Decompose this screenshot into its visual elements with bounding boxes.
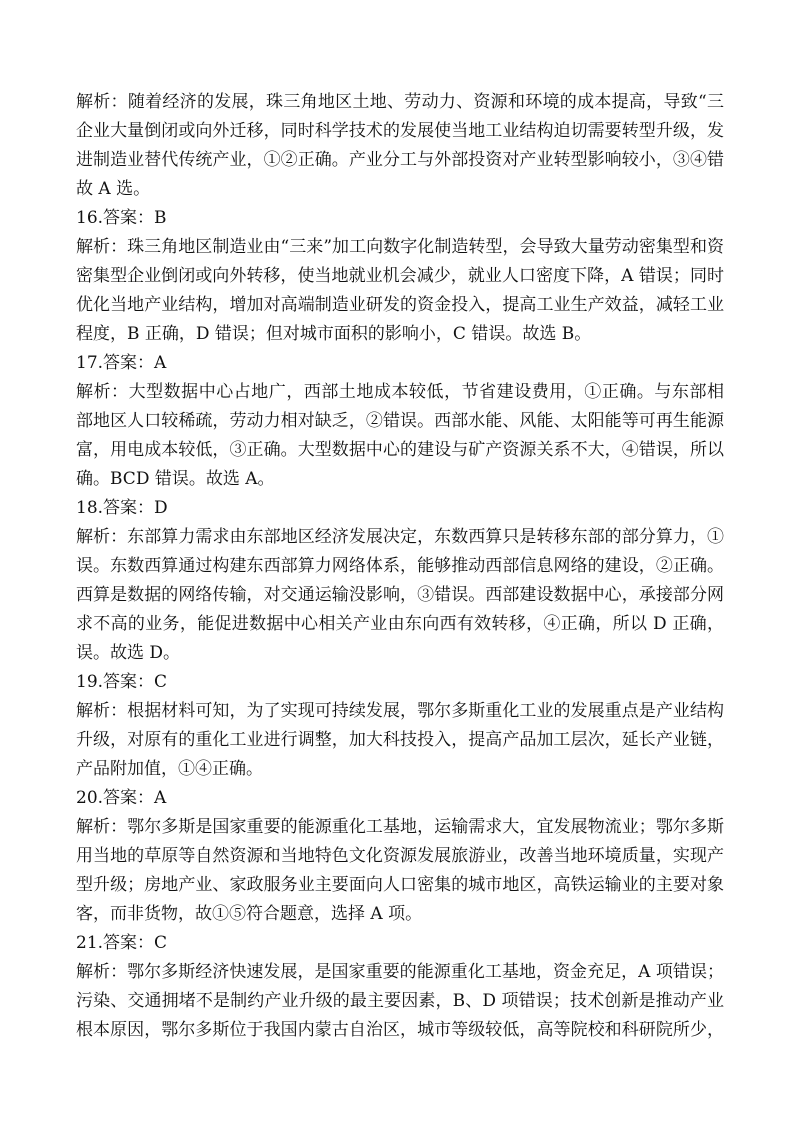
answer-line: 20.答案：A [76,788,167,808]
text-line: 解析：大型数据中心占地广，西部土地成本较低，节省建设费用，①正确。与东部相 [76,382,724,402]
text-line: 误。故选 D。 [76,643,181,663]
text-line: 污染、交通拥堵不是制约产业升级的最主要因素，B、D 项错误；技术创新是推动产业 [76,991,724,1011]
document-body [76,88,724,1045]
text-line: 解析：珠三角地区制造业由“三来”加工向数字化制造转型，会导致大量劳动密集型和资 [76,237,724,257]
text-line: 解析：东部算力需求由东部地区经济发展决定，东数西算只是转移东部的部分算力，① [76,527,724,547]
text-line: 企业大量倒闭或向外迁移，同时科学技术的发展使当地工业结构迫切需要转型升级，发 [76,121,724,141]
text-line: 误。东数西算通过构建东西部算力网络体系，能够推动西部信息网络的建设，②正确。 [76,556,724,576]
text-line: 西算是数据的网络传输，对交通运输没影响，③错误。西部建设数据中心，承接部分网 [76,585,724,605]
text-line: 解析：鄂尔多斯是国家重要的能源重化工基地，运输需求大，宜发展物流业；鄂尔多斯 [76,817,724,837]
text-line: 求不高的业务，能促进数据中心相关产业由东向西有效转移，④正确，所以 D 正确， [76,614,724,634]
text-line: 解析：根据材料可知，为了实现可持续发展，鄂尔多斯重化工业的发展重点是产业结构 [76,701,724,721]
answer-line: 21.答案：C [76,933,168,953]
text-line: 升级，对原有的重化工业进行调整，加大科技投入，提高产品加工层次，延长产业链， [76,730,724,750]
answer-line: 19.答案：C [76,672,168,692]
text-line: 用当地的草原等自然资源和当地特色文化资源发展旅游业，改善当地环境质量，实现产 [76,846,724,866]
text-line: 密集型企业倒闭或向外转移，使当地就业机会减少，就业人口密度下降，A 错误；同时 [76,266,724,286]
text-line: 进制造业替代传统产业，①②正确。产业分工与外部投资对产业转型影响较小，③④错 [76,150,724,170]
text-line: 客，而非货物，故①⑤符合题意，选择 A 项。 [76,904,423,924]
text-line: 优化当地产业结构，增加对高端制造业研发的资金投入，提高工业生产效益，减轻工业 [76,295,724,315]
text-line: 解析：随着经济的发展，珠三角地区土地、劳动力、资源和环境的成本提高，导致“三 [76,92,724,112]
text-line: 型升级；房地产业、家政服务业主要面向人口密集的城市地区，高铁运输业的主要对象 [76,875,724,895]
answer-line: 16.答案：B [76,208,167,228]
text-line: 程度，B 正确，D 错误；但对城市面积的影响小，C 错误。故选 B。 [76,324,592,344]
text-line: 确。BCD 错误。故选 A。 [76,469,275,489]
text-line: 解析：鄂尔多斯经济快速发展，是国家重要的能源重化工基地，资金充足，A 项错误； [76,962,724,982]
answer-line: 17.答案：A [76,353,167,373]
text-line: 故 A 选。 [76,179,151,199]
text-line: 部地区人口较稀疏，劳动力相对缺乏，②错误。西部水能、风能、太阳能等可再生能源 [76,411,724,431]
text-line: 产品附加值，①④正确。 [76,759,263,779]
text-line: 根本原因，鄂尔多斯位于我国内蒙古自治区，城市等级较低，高等院校和科研院所少， [76,1020,724,1040]
answer-line: 18.答案：D [76,498,168,518]
text-line: 富，用电成本较低，③正确。大型数据中心的建设与矿产资源关系不大，④错误，所以 [76,440,724,460]
